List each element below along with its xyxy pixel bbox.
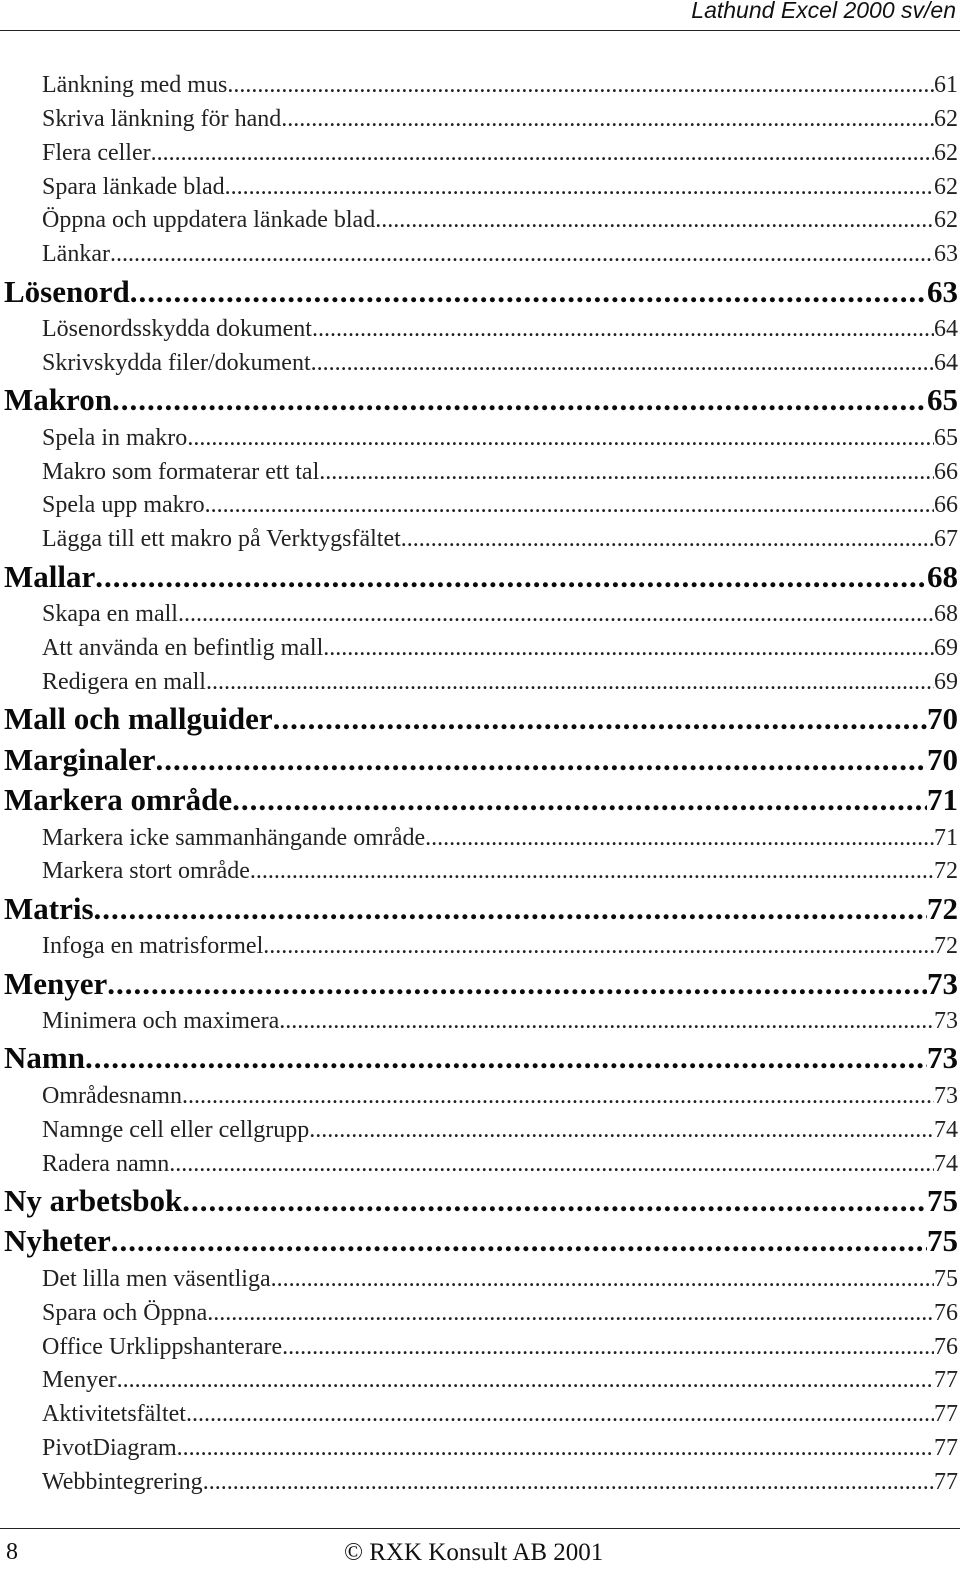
toc-sub-entry [0,425,958,452]
toc-leader-dots [375,207,934,234]
toc-entry-title: Spara och Öppna [42,1299,208,1326]
toc-sub-entry [0,1266,958,1293]
toc-main-entry [0,1040,958,1076]
toc-entry-page: 77 [934,1367,958,1394]
toc-sub-entry [0,106,958,133]
toc-main-entry [0,701,958,737]
toc-leader-dots [205,492,934,519]
toc-entry-title: Namn [4,1040,85,1076]
toc-entry-page: 67 [934,526,958,553]
toc-entry-page: 65 [927,382,958,418]
toc-main-entry [0,742,958,778]
toc-leader-dots [312,316,934,343]
toc-leader-dots [112,382,927,418]
toc-entry-page: 62 [934,105,958,132]
header-title: Lathund Excel 2000 sv/en [691,0,956,23]
toc-entry-page: 73 [927,1040,958,1076]
page-header [0,0,960,31]
toc-entry-title: Spela in makro [42,424,188,451]
toc-leader-dots [182,1083,934,1110]
toc-entry-title: Webbintegrering [42,1468,203,1495]
toc-entry-page: 70 [927,701,958,737]
toc-sub-entry [0,241,958,268]
toc-entry-page: 76 [934,1333,958,1360]
toc-entry-page: 62 [934,173,958,200]
toc-leader-dots [186,1401,934,1428]
toc-leader-dots [271,1266,934,1293]
toc-entry-title: Skapa en mall [42,601,178,628]
toc-main-entry [0,966,958,1002]
toc-leader-dots [309,1117,934,1144]
toc-sub-entry [0,635,958,662]
toc-entry-page: 68 [934,601,958,628]
toc-entry-title: Markera område [4,782,233,818]
toc-sub-entry [0,1435,958,1462]
toc-sub-entry [0,1151,958,1178]
toc-sub-entry [0,207,958,234]
toc-leader-dots [203,1469,934,1496]
toc-sub-entry [0,140,958,167]
toc-entry-title: Redigera en mall [42,668,206,695]
toc-entry-page: 73 [927,965,958,1001]
toc-entry-page: 75 [934,1265,958,1292]
toc-entry-title: Flera celler [42,139,151,166]
toc-sub-entry [0,1300,958,1327]
toc-entry-title: Skrivskydda filer/dokument [42,349,311,376]
toc-sub-entry [0,1367,958,1394]
toc-entry-page: 75 [927,1182,958,1218]
toc-entry-title: Att använda en befintlig mall [42,634,324,661]
toc-entry-page: 77 [934,1468,958,1495]
toc-entry-title: Infoga en matrisformel [42,933,264,960]
toc-entry-title: Mall och mallguider [4,701,273,737]
toc-entry-title: Lösenord [4,273,130,309]
toc-entry-title: Makro som formaterar ett tal [42,458,320,485]
toc-entry-title: Spara länkade blad [42,173,225,200]
toc-entry-title: Namnge cell eller cellgrupp [42,1116,310,1143]
toc-entry-title: Makron [4,382,112,418]
toc-entry-title: PivotDiagram [42,1435,177,1462]
toc-entry-page: 70 [927,741,958,777]
toc-sub-entry [0,1469,958,1496]
toc-leader-dots [311,350,934,377]
toc-entry-title: Matris [4,890,94,926]
toc-sub-entry [0,933,958,960]
toc-leader-dots [177,1435,934,1462]
toc-entry-title: Nyheter [4,1223,111,1259]
toc-entry-title: Ny arbetsbok [4,1182,183,1218]
toc-leader-dots [282,1334,934,1361]
toc-main-entry [0,559,958,595]
toc-leader-dots [206,669,934,696]
toc-entry-title: Skriva länkning för hand [42,105,282,132]
toc-sub-entry [0,174,958,201]
toc-entry-page: 76 [934,1299,958,1326]
toc-entry-title: Det lilla men väsentliga [42,1265,271,1292]
toc-entry-page: 63 [934,241,958,268]
toc-entry-page: 62 [934,139,958,166]
toc-entry-page: 72 [927,890,958,926]
toc-sub-entry [0,1083,958,1110]
toc-entry-title: Mallar [4,558,96,594]
toc-entry-title: Markera stort område [42,858,250,885]
toc-sub-entry [0,1334,958,1361]
toc-sub-entry [0,1401,958,1428]
toc-entry-page: 72 [934,933,958,960]
toc-leader-dots [110,241,934,268]
toc-entry-page: 65 [934,424,958,451]
toc-entry-page: 77 [934,1401,958,1428]
toc-sub-entry [0,316,958,343]
toc-entry-title: Lägga till ett makro på Verktygsfältet [42,526,401,553]
toc-sub-entry [0,825,958,852]
toc-leader-dots [225,174,934,201]
toc-entry-page: 64 [934,316,958,343]
toc-sub-entry [0,669,958,696]
toc-leader-dots [273,701,927,737]
toc-entry-page: 74 [934,1150,958,1177]
toc-leader-dots [95,559,927,595]
toc-sub-entry [0,526,958,553]
page-footer [0,1528,960,1566]
toc-leader-dots [263,933,934,960]
toc-entry-title: Områdesnamn [42,1082,182,1109]
toc-entry-title: Radera namn [42,1150,170,1177]
toc-sub-entry [0,350,958,377]
toc-leader-dots [169,1151,934,1178]
toc-main-entry [0,382,958,418]
toc-sub-entry [0,72,958,99]
toc-leader-dots [151,140,934,167]
toc-leader-dots [401,526,934,553]
toc-main-entry [0,1183,958,1219]
toc-leader-dots [85,1040,927,1076]
toc-sub-entry [0,459,958,486]
toc-main-entry [0,782,958,818]
toc-entry-page: 77 [934,1435,958,1462]
footer-copyright: © RXK Konsult AB 2001 [344,1539,604,1566]
toc-leader-dots [178,601,934,628]
toc-leader-dots [182,1183,927,1219]
toc-leader-dots [107,966,927,1002]
toc-main-entry [0,891,958,927]
toc-entry-page: 68 [927,558,958,594]
toc-sub-entry [0,601,958,628]
footer-page-number: 8 [6,1539,18,1565]
toc-entry-title: Spela upp makro [42,492,205,519]
toc-entry-title: Länkning med mus [42,72,228,98]
toc-leader-dots [425,825,934,852]
toc-entry-title: Marginaler [4,741,156,777]
toc-entry-title: Markera icke sammanhängande område [42,824,426,851]
toc-sub-entry [0,492,958,519]
toc-entry-title: Länkar [42,241,110,268]
toc-entry-page: 72 [934,858,958,885]
toc-leader-dots [323,635,934,662]
toc-entry-title: Lösenordsskydda dokument [42,316,312,343]
toc-entry-page: 75 [927,1223,958,1259]
toc-leader-dots [187,425,934,452]
toc-sub-entry [0,858,958,885]
toc-entry-title: Menyer [4,965,108,1001]
toc-entry-title: Menyer [42,1367,117,1394]
toc-entry-page: 71 [927,782,958,818]
toc-entry-page: 61 [934,72,958,98]
toc-entry-page: 69 [934,634,958,661]
toc-leader-dots [94,891,927,927]
toc-leader-dots [111,1223,927,1259]
toc-leader-dots [279,1008,934,1035]
toc-entry-title: Minimera och maximera [42,1008,280,1034]
toc-main-entry [0,1223,958,1259]
toc-entry-page: 74 [934,1116,958,1143]
toc-leader-dots [117,1367,934,1394]
toc-entry-page: 64 [934,349,958,376]
toc-sub-entry [0,1117,958,1144]
toc-leader-dots [319,459,934,486]
toc-entry-title: Office Urklippshanterare [42,1333,283,1360]
toc-entry-page: 63 [927,273,958,309]
toc-entry-page: 73 [934,1082,958,1109]
toc-sub-entry [0,1008,958,1035]
toc-entry-page: 62 [934,207,958,234]
toc-leader-dots [250,858,934,885]
toc-leader-dots [232,782,927,818]
toc-entry-page: 69 [934,668,958,695]
toc-leader-dots [227,72,934,99]
toc-leader-dots [156,742,927,778]
toc-entry-page: 73 [934,1008,958,1034]
toc-entry-title: Aktivitetsfältet [42,1401,186,1428]
toc-leader-dots [281,106,934,133]
toc-entry-page: 66 [934,458,958,485]
toc-entry-page: 66 [934,492,958,519]
toc-entry-title: Öppna och uppdatera länkade blad [42,207,376,234]
toc-leader-dots [130,274,927,310]
toc-entry-page: 71 [934,824,958,851]
toc-leader-dots [207,1300,934,1327]
toc-main-entry [0,274,958,310]
